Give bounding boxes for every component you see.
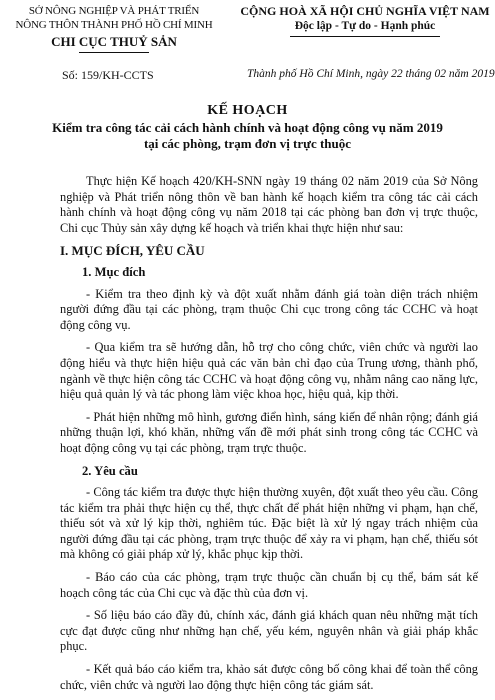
agency-unit: CHI CỤC THUỶ SẢN: [51, 34, 177, 49]
nation-header: [240, 4, 490, 37]
purpose-paragraph: - Phát hiện những mô hình, gương điển hình, sáng kiến để nhân rộng; đánh giá những thuận lợi, khó khăn, những vấn đề mới phát sinh trong công tác CCHC và hoạt động công vụ tại các phòng, trạm trực thuộc.: [60, 409, 478, 455]
purpose-paragraph: - Kiểm tra theo định kỳ và đột xuất nhằm đánh giá toàn diện trách nhiệm người đứng đầu tại các phòng, trạm thuộc Chi cục trong công tác CCHC và hoạt động công vụ.: [60, 286, 478, 332]
document-body: [60, 174, 478, 700]
requirement-paragraph: - Số liệu báo cáo đầy đủ, chính xác, đánh giá khách quan nêu những mặt tích cực đạt được cũng như những hạn chế, yếu kém, nguyên nhân và giải pháp khắc phục.: [60, 608, 478, 654]
requirement-paragraph: - Kết quả báo cáo kiểm tra, khảo sát được công bố công khai để toàn thể công chức, viên chức và người lao động thực hiện công tác giám sát.: [60, 662, 478, 692]
agency-line-2: NÔNG THÔN THÀNH PHỐ HỒ CHÍ MINH: [15, 19, 213, 31]
subsection-heading-requirements: 2. Yêu cầu: [82, 463, 138, 478]
agency-underline: [79, 52, 149, 53]
requirement-paragraph: - Báo cáo của các phòng, trạm trực thuộc cần chuẩn bị cụ thể, bám sát kế hoạch công tác của Chi cục và đặc thù của đơn vị.: [60, 570, 478, 600]
motto-underline: [290, 36, 440, 37]
agency-header: [14, 4, 214, 53]
place-date: Thành phố Hồ Chí Minh, ngày 22 tháng 02 năm 2019: [247, 68, 495, 80]
purpose-paragraph: - Qua kiểm tra sẽ hướng dẫn, hỗ trợ cho công chức, viên chức và người lao động hiểu và thực hiện hiệu quả các văn bản chỉ đạo của Trung ương, thành phố, ngành về thực hiện công tác CCHC và hoạt động công vụ, nhằm nâng cao năng lực, hiệu quả quản lý và tác phong làm việc khoa học, hiệu quả, kịp thời.: [60, 340, 478, 402]
title-line-2: tại các phòng, trạm đơn vị trực thuộc: [143, 136, 352, 151]
section-heading: I. MỤC ĐÍCH, YÊU CẦU: [60, 243, 205, 259]
subsection-heading-purpose: 1. Mục đích: [82, 264, 146, 279]
requirement-paragraph: - Công tác kiểm tra được thực hiện thường xuyên, đột xuất theo yêu cầu. Công tác kiểm tra phải thực hiện cụ thể, thực chất để phát hiện những vi phạm, hạn chế, thiếu sót và xử lý kịp thời, nghiêm túc. Đặc biệt là xử lý ngay trách nhiệm của người đứng đầu tại các phòng, trạm trực thuộc để xảy ra vi phạm, hạn chế, thiếu sót mà không có giải pháp xử lý, khắc phục kịp thời.: [60, 485, 478, 562]
title-line-1: Kiểm tra công tác cải cách hành chính và hoạt động công vụ năm 2019: [52, 120, 443, 135]
agency-line-1: SỞ NÔNG NGHIỆP VÀ PHÁT TRIỂN: [28, 5, 200, 17]
document-title: [0, 102, 495, 152]
intro-paragraph: Thực hiện Kế hoạch 420/KH-SNN ngày 19 tháng 02 năm 2019 của Sở Nông nghiệp và Phát triển nông thôn về ban hành kế hoạch kiểm tra công tác cải cách hành chính và hoạt động công vụ năm 2018 tại các phòng ban đơn vị trực thuộc, Chi cục Thủy sản xây dựng kế hoạch và triển khai thực hiện như sau:: [60, 174, 478, 235]
document-number: Số: 159/KH-CCTS: [62, 68, 154, 82]
nation-motto: Độc lập - Tự do - Hạnh phúc: [294, 20, 436, 32]
nation-name: CỘNG HOÀ XÃ HỘI CHỦ NGHĨA VIỆT NAM: [240, 4, 490, 18]
document-kind: KẾ HOẠCH: [207, 103, 288, 118]
